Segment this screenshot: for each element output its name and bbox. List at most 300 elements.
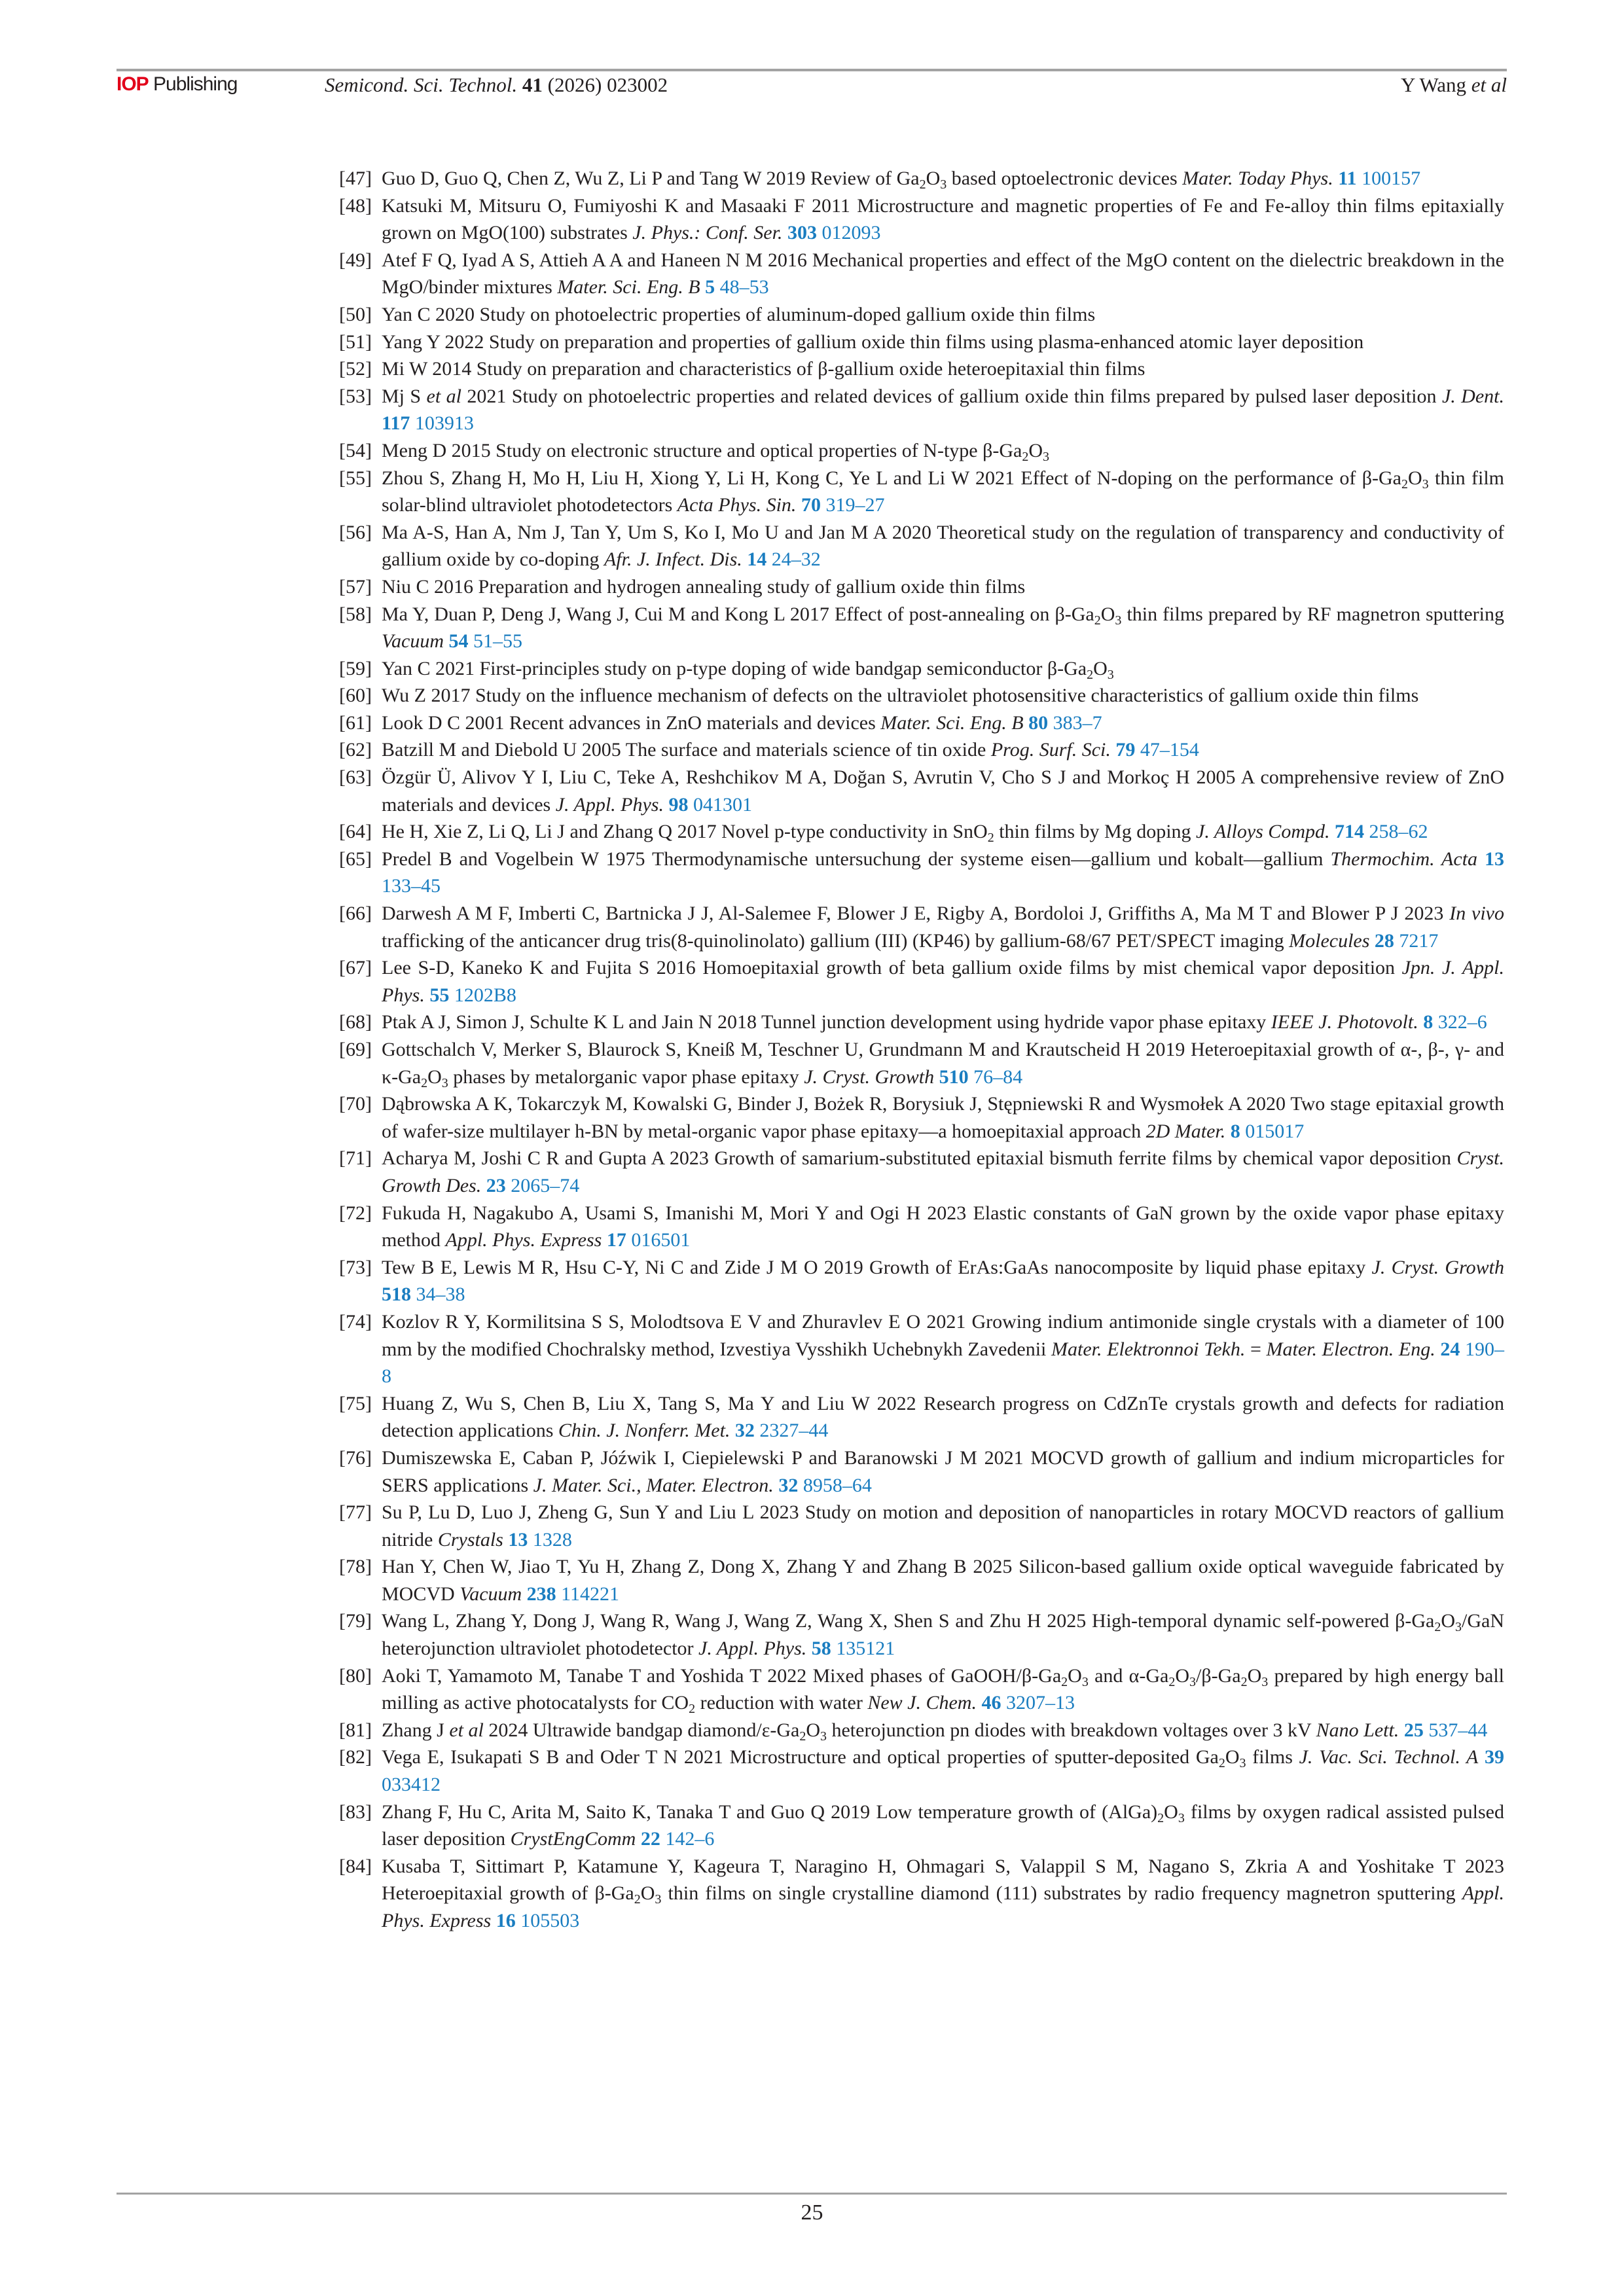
journal-italic: Acta Phys. Sin. bbox=[677, 494, 797, 516]
reference-item bbox=[339, 301, 1504, 329]
pages-link[interactable]: 016501 bbox=[631, 1229, 691, 1251]
reference-text: Zhou S, Zhang H, Mo H, Liu H, Xiong Y, Li H, Kong C, Ye L and Li W 2021 Effect of N-doping on the performance of β-Ga bbox=[382, 467, 1401, 489]
reference-text bbox=[1460, 1338, 1465, 1360]
reference-text: /GaN heterojunction ultraviolet photodetector bbox=[382, 1610, 1504, 1660]
reference-number: [69] bbox=[339, 1039, 372, 1060]
reference-number: [80] bbox=[339, 1664, 372, 1687]
journal-italic: J. Alloys Compd. bbox=[1196, 821, 1330, 843]
volume-link[interactable]: 8 bbox=[1423, 1011, 1434, 1033]
pages-link[interactable]: 319–27 bbox=[825, 494, 885, 516]
reference-text: Yan C 2020 Study on photoelectric properties of aluminum-doped gallium oxide thin films bbox=[382, 303, 1096, 325]
reference-number: [47] bbox=[339, 168, 372, 189]
reference-text: Look D C 2001 Recent advances in ZnO materials and devices bbox=[382, 711, 881, 734]
reference-item bbox=[339, 192, 1504, 247]
reference-text bbox=[798, 1475, 803, 1496]
subscript: 2 bbox=[919, 177, 926, 192]
reference-number: [74] bbox=[339, 1310, 372, 1333]
reference-item bbox=[339, 900, 1504, 954]
volume-link[interactable]: 518 bbox=[382, 1283, 411, 1306]
reference-number: [79] bbox=[339, 1610, 372, 1632]
reference-number: [76] bbox=[339, 1446, 372, 1469]
reference-item bbox=[339, 1009, 1504, 1036]
reference-text: reduction with water bbox=[695, 1692, 868, 1714]
reference-item bbox=[339, 655, 1504, 683]
journal-italic: Appl. Phys. Express bbox=[382, 1882, 1504, 1931]
reference-text bbox=[688, 794, 693, 816]
reference-text bbox=[1048, 712, 1053, 734]
journal-italic: Prog. Surf. Sci. bbox=[990, 739, 1111, 761]
reference-item bbox=[339, 383, 1504, 437]
subscript: 3 bbox=[655, 1892, 662, 1907]
journal-italic: J. Cryst. Growth bbox=[804, 1066, 935, 1088]
reference-text: Lee S-D, Kaneko K and Fujita S 2016 Homoepitaxial growth of beta gallium oxide films by mist chemical vapor deposition bbox=[382, 957, 1402, 979]
volume-link[interactable]: 39 bbox=[1485, 1746, 1505, 1768]
subscript: 3 bbox=[1115, 613, 1122, 628]
volume-link[interactable]: 117 bbox=[382, 412, 410, 435]
volume-link[interactable]: 55 bbox=[429, 984, 450, 1006]
pages-link[interactable]: 135121 bbox=[836, 1638, 895, 1660]
reference-list bbox=[339, 165, 1504, 1935]
reference-number: [75] bbox=[339, 1392, 372, 1414]
reference-number: [68] bbox=[339, 1011, 372, 1033]
volume-link[interactable]: 23 bbox=[486, 1174, 506, 1196]
reference-text: Yang Y 2022 Study on preparation and properties of gallium oxide thin films using plasma-enhanced atomic layer deposition bbox=[382, 331, 1364, 353]
reference-text: 2024 Ultrawide bandgap diamond/ε-Ga bbox=[483, 1719, 800, 1741]
pages-link[interactable]: 258–62 bbox=[1369, 821, 1428, 843]
pages-link[interactable]: 322–6 bbox=[1437, 1011, 1487, 1033]
reference-text: Gottschalch V, Merker S, Blaurock S, Kneiß M, Teschner U, Grundmann M and Krautscheid H 2019 Heteroepitaxial growth of α-, β-, γ- and κ-Ga bbox=[382, 1039, 1504, 1088]
reference-text: Ptak A J, Simon J, Schulte K L and Jain N 2018 Tunnel junction development using hydride vapor phase epitaxy bbox=[382, 1011, 1271, 1033]
subscript: 3 bbox=[1043, 449, 1049, 464]
reference-text bbox=[449, 984, 454, 1006]
footer-rule bbox=[117, 2193, 1507, 2195]
reference-item bbox=[339, 1717, 1504, 1744]
journal-italic: Crystals bbox=[437, 1528, 503, 1551]
reference-text bbox=[806, 1638, 812, 1659]
volume-link[interactable]: 70 bbox=[801, 494, 821, 516]
journal-italic: Vacuum bbox=[382, 630, 444, 653]
reference-number: [53] bbox=[339, 385, 372, 407]
reference-text: O bbox=[1028, 439, 1043, 461]
reference-number: [77] bbox=[339, 1501, 372, 1524]
reference-text bbox=[767, 548, 772, 570]
reference-text: Niu C 2016 Preparation and hydrogen annealing study of gallium oxide thin films bbox=[382, 575, 1026, 598]
reference-number: [67] bbox=[339, 957, 372, 979]
pages-link[interactable]: 47–154 bbox=[1140, 739, 1199, 761]
reference-number: [57] bbox=[339, 575, 372, 598]
reference-text: Atef F Q, Iyad A S, Attieh A A and Haneen N M 2016 Mechanical properties and effect of the MgO content on the dielectric breakdown in the MgO/binder mixtures bbox=[382, 249, 1504, 298]
reference-text: Darwesh A M F, Imberti C, Bartnicka J J, Al-Salemee F, Blower J E, Rigby A, Bordoloi J, Griffiths A, Ma M T and Blower P J 2023 bbox=[382, 903, 1450, 925]
volume-link[interactable]: 22 bbox=[640, 1828, 660, 1850]
reference-text: Meng D 2015 Study on electronic structure and optical properties of N-type β-Ga bbox=[382, 439, 1022, 461]
reference-number: [51] bbox=[339, 331, 372, 353]
reference-text bbox=[782, 222, 787, 243]
pages-link[interactable]: 537–44 bbox=[1428, 1719, 1488, 1741]
pages-link[interactable]: 48–53 bbox=[719, 276, 769, 298]
reference-number: [50] bbox=[339, 303, 372, 325]
subscript: 3 bbox=[1261, 1674, 1269, 1689]
volume-link[interactable]: 11 bbox=[1338, 168, 1357, 189]
journal-italic: Mater. Sci. Eng. B bbox=[880, 711, 1024, 734]
reference-text: Guo D, Guo Q, Chen Z, Wu Z, Li P and Tang W 2019 Review of Ga bbox=[382, 168, 920, 189]
pages-link[interactable]: 190–8 bbox=[382, 1338, 1504, 1388]
subscript: 2 bbox=[1094, 613, 1101, 628]
reference-text: trafficking of the anticancer drug tris(8-quinolinolato) gallium (III) (KP46) by gallium-68/67 PET/SPECT imaging bbox=[382, 929, 1290, 952]
volume-link[interactable]: 25 bbox=[1403, 1719, 1424, 1741]
reference-text bbox=[1399, 1719, 1404, 1741]
reference-number: [58] bbox=[339, 603, 372, 625]
pages-link[interactable]: 114221 bbox=[561, 1583, 620, 1605]
reference-item bbox=[339, 764, 1504, 818]
pages-link[interactable]: 24–32 bbox=[771, 548, 821, 571]
reference-text: O bbox=[1100, 603, 1115, 625]
journal-citation bbox=[325, 73, 668, 97]
journal-italic: New J. Chem. bbox=[867, 1692, 977, 1714]
reference-text: O bbox=[806, 1719, 820, 1741]
reference-number: [62] bbox=[339, 739, 372, 761]
volume-link[interactable]: 54 bbox=[448, 630, 469, 653]
reference-text: Wang L, Zhang Y, Dong J, Wang R, Wang J, Wang Z, Wang X, Shen S and Zhu H 2025 High-temporal dynamic self-powered β-Ga bbox=[382, 1610, 1435, 1632]
reference-text: heterojunction pn diodes with breakdown voltages over 3 kV bbox=[826, 1719, 1316, 1741]
subscript: 3 bbox=[820, 1729, 827, 1744]
volume-link[interactable]: 58 bbox=[811, 1638, 831, 1660]
reference-item bbox=[339, 601, 1504, 655]
journal-italic: Mater. Sci. Eng. B bbox=[557, 276, 700, 298]
reference-text bbox=[934, 1066, 939, 1088]
reference-text: Ma A-S, Han A, Nm J, Tan Y, Um S, Ko I, Mo U and Jan M A 2020 Theoretical study on the regulation of transparency and conductivity of gallium oxide by co-doping bbox=[382, 521, 1504, 571]
reference-text: prepared by high energy ball milling as active photocatalysts for CO bbox=[382, 1664, 1504, 1714]
journal-italic: J. Appl. Phys. bbox=[698, 1638, 807, 1660]
reference-item bbox=[339, 846, 1504, 900]
reference-number: [72] bbox=[339, 1202, 372, 1224]
subscript: 2 bbox=[1434, 1620, 1441, 1635]
pages-link[interactable]: 383–7 bbox=[1053, 711, 1102, 734]
subscript: 2 bbox=[1087, 667, 1094, 682]
volume-link[interactable]: 14 bbox=[747, 548, 767, 571]
reference-text bbox=[1369, 930, 1375, 952]
reference-text: O bbox=[1225, 1746, 1240, 1768]
reference-item bbox=[339, 954, 1504, 1009]
reference-text bbox=[700, 276, 706, 298]
journal-italic: Cryst. Growth Des. bbox=[382, 1147, 1504, 1196]
subscript: 3 bbox=[1178, 1810, 1185, 1825]
volume-link[interactable]: 17 bbox=[606, 1229, 626, 1251]
reference-number: [70] bbox=[339, 1093, 372, 1115]
reference-number: [63] bbox=[339, 766, 372, 789]
reference-text bbox=[796, 494, 801, 516]
volume-link[interactable]: 13 bbox=[508, 1528, 528, 1551]
pages-link[interactable]: 103913 bbox=[414, 412, 474, 435]
subscript: 2 bbox=[1022, 449, 1029, 464]
journal-italic: J. Appl. Phys. bbox=[555, 793, 664, 816]
reference-text: O bbox=[1164, 1801, 1178, 1823]
journal-year-article: (2026) 023002 bbox=[547, 73, 668, 96]
pages-link[interactable]: 100157 bbox=[1362, 168, 1421, 189]
reference-text: O bbox=[1068, 1664, 1082, 1687]
pages-link[interactable]: 1202B8 bbox=[454, 984, 516, 1006]
volume-link[interactable]: 28 bbox=[1374, 929, 1394, 952]
pages-link[interactable]: 2327–44 bbox=[759, 1420, 829, 1442]
reference-text bbox=[528, 1529, 533, 1551]
reference-text: O bbox=[427, 1066, 442, 1088]
reference-item bbox=[339, 247, 1504, 301]
reference-text: = bbox=[1245, 1338, 1267, 1360]
reference-text bbox=[1357, 168, 1362, 189]
reference-text bbox=[1024, 712, 1029, 734]
pages-link[interactable]: 3207–13 bbox=[1005, 1692, 1075, 1714]
volume-link[interactable]: 510 bbox=[939, 1066, 969, 1088]
reference-text: Mj S bbox=[382, 385, 427, 407]
journal-abbrev: Semicond. Sci. Technol. bbox=[325, 73, 518, 96]
reference-item bbox=[339, 355, 1504, 383]
reference-number: [78] bbox=[339, 1556, 372, 1578]
volume-link[interactable]: 32 bbox=[778, 1474, 799, 1496]
reference-text: Fukuda H, Nagakubo A, Usami S, Imanishi M, Mori Y and Ogi H 2023 Elastic constants of GaN grown by the oxide vapor phase epitaxy method bbox=[382, 1202, 1504, 1251]
reference-text bbox=[522, 1583, 527, 1605]
journal-italic: IEEE J. Photovolt. bbox=[1271, 1011, 1418, 1033]
pages-link[interactable]: 1328 bbox=[532, 1528, 572, 1551]
pages-link[interactable]: 2065–74 bbox=[511, 1174, 580, 1196]
subscript: 3 bbox=[1189, 1674, 1197, 1689]
reference-number: [64] bbox=[339, 821, 372, 843]
journal-italic: J. Vac. Sci. Technol. A bbox=[1299, 1746, 1479, 1768]
reference-text bbox=[730, 1420, 735, 1441]
volume-link[interactable]: 238 bbox=[526, 1583, 556, 1605]
reference-text: Zhang J bbox=[382, 1719, 450, 1741]
volume-link[interactable]: 80 bbox=[1028, 711, 1049, 734]
reference-number: [65] bbox=[339, 848, 372, 870]
reference-item bbox=[339, 1145, 1504, 1199]
journal-volume: 41 bbox=[522, 73, 543, 96]
reference-text bbox=[468, 630, 473, 652]
journal-italic: Thermochim. Acta bbox=[1330, 848, 1478, 870]
reference-number: [71] bbox=[339, 1147, 372, 1170]
reference-text bbox=[411, 1283, 416, 1305]
pages-link[interactable]: 012093 bbox=[821, 222, 881, 244]
reference-text: Aoki T, Yamamoto M, Tanabe T and Yoshida T 2022 Mixed phases of GaOOH/β-Ga bbox=[382, 1664, 1062, 1687]
subscript: 2 bbox=[799, 1729, 806, 1744]
subscript: 2 bbox=[421, 1075, 428, 1090]
reference-item bbox=[339, 1799, 1504, 1853]
journal-italic: Mater. Electron. Eng. bbox=[1266, 1338, 1435, 1360]
volume-link[interactable]: 303 bbox=[787, 222, 817, 244]
pages-link[interactable]: 133–45 bbox=[382, 875, 441, 897]
reference-text bbox=[602, 1229, 607, 1251]
volume-link[interactable]: 46 bbox=[981, 1692, 1001, 1714]
reference-item bbox=[339, 818, 1504, 846]
reference-number: [56] bbox=[339, 521, 372, 543]
reference-text: Huang Z, Wu S, Chen B, Liu X, Tang S, Ma Y and Liu W 2022 Research progress on CdZnTe crystals growth and defects for radiation detection applications bbox=[382, 1392, 1504, 1442]
reference-number: [54] bbox=[339, 439, 372, 461]
reference-text: Yan C 2021 First-principles study on p-type doping of wide bandgap semiconductor β-Ga bbox=[382, 657, 1087, 679]
reference-item bbox=[339, 1607, 1504, 1662]
reference-item bbox=[339, 329, 1504, 356]
reference-text: phases by metalorganic vapor phase epitaxy bbox=[448, 1066, 804, 1088]
reference-text: 2021 Study on photoelectric properties and related devices of gallium oxide thin films prepared by pulsed laser deposition bbox=[461, 385, 1442, 407]
volume-link[interactable]: 714 bbox=[1334, 821, 1364, 843]
et-al: et al bbox=[1471, 73, 1507, 96]
reference-text: Han Y, Chen W, Jiao T, Yu H, Zhang Z, Dong X, Zhang Y and Zhang B 2025 Silicon-based gallium oxide optical waveguide fabricated by MOCVD bbox=[382, 1556, 1504, 1605]
subscript: 3 bbox=[940, 177, 947, 192]
reference-text bbox=[1225, 1121, 1231, 1142]
pages-link[interactable]: 041301 bbox=[693, 793, 752, 816]
reference-text bbox=[1433, 1011, 1438, 1033]
reference-text: based optoelectronic devices bbox=[947, 168, 1183, 189]
reference-text: Predel B and Vogelbein W 1975 Thermodynamische untersuchung der systeme eisen—gallium und kobalt—gallium bbox=[382, 848, 1331, 870]
subscript: 3 bbox=[1239, 1756, 1246, 1771]
reference-number: [84] bbox=[339, 1855, 372, 1877]
reference-text: Vega E, Isukapati S B and Oder T N 2021 Microstructure and optical properties of sputter-deposited Ga bbox=[382, 1746, 1219, 1768]
reference-item bbox=[339, 1200, 1504, 1254]
subscript: 2 bbox=[1061, 1674, 1068, 1689]
reference-text bbox=[715, 276, 720, 298]
reference-text bbox=[1478, 1746, 1485, 1768]
pages-link[interactable]: 8958–64 bbox=[803, 1474, 872, 1496]
reference-text bbox=[969, 1066, 974, 1088]
reference-text: Tew B E, Lewis M R, Hsu C-Y, Ni C and Zide J M O 2019 Growth of ErAs:GaAs nanocomposite by liquid phase epitaxy bbox=[382, 1256, 1372, 1278]
reference-text bbox=[1477, 848, 1485, 870]
journal-italic: 2D Mater. bbox=[1146, 1120, 1226, 1142]
reference-item bbox=[339, 709, 1504, 737]
pages-link[interactable]: 7217 bbox=[1399, 929, 1439, 952]
reference-item bbox=[339, 1444, 1504, 1499]
reference-number: [49] bbox=[339, 249, 372, 271]
journal-italic: Mater. Today Phys. bbox=[1182, 168, 1333, 189]
journal-italic: CrystEngComm bbox=[510, 1828, 636, 1850]
pages-link[interactable]: 76–84 bbox=[973, 1066, 1023, 1088]
journal-italic: Vacuum bbox=[460, 1583, 522, 1605]
reference-text: O bbox=[1175, 1664, 1190, 1687]
reference-item bbox=[339, 573, 1504, 601]
header-rule bbox=[117, 69, 1507, 71]
reference-item bbox=[339, 519, 1504, 573]
reference-text bbox=[1001, 1692, 1006, 1713]
reference-text: O bbox=[1247, 1664, 1262, 1687]
reference-text: O bbox=[1093, 657, 1108, 679]
reference-text: Özgür Ü, Alivov Y I, Liu C, Teke A, Reshchikov M A, Doğan S, Avrutin V, Cho S J and Morkoç H 2005 A comprehensive review of ZnO materials and devices bbox=[382, 766, 1504, 816]
reference-item bbox=[339, 1254, 1504, 1308]
journal-italic: In vivo bbox=[1449, 903, 1504, 925]
subscript: 2 bbox=[1168, 1674, 1176, 1689]
reference-text: thin film solar-blind ultraviolet photodetectors bbox=[382, 467, 1504, 516]
journal-italic: Mater. Elektronnoi Tekh. bbox=[1051, 1338, 1246, 1360]
journal-italic: J. Mater. Sci., Mater. Electron. bbox=[533, 1474, 774, 1496]
subscript: 3 bbox=[1081, 1674, 1089, 1689]
reference-number: [60] bbox=[339, 685, 372, 707]
reference-text: O bbox=[926, 168, 941, 189]
journal-italic: J. Cryst. Growth bbox=[1371, 1256, 1504, 1278]
journal-italic: Appl. Phys. Express bbox=[445, 1229, 602, 1251]
reference-text: O bbox=[1441, 1610, 1456, 1632]
reference-item bbox=[339, 1390, 1504, 1444]
publisher-logo bbox=[117, 73, 237, 96]
reference-text bbox=[636, 1828, 641, 1850]
reference-text bbox=[481, 1175, 486, 1196]
reference-text: O bbox=[640, 1882, 655, 1905]
reference-text: films bbox=[1246, 1746, 1299, 1768]
reference-number: [82] bbox=[339, 1746, 372, 1768]
reference-text bbox=[1329, 821, 1335, 842]
reference-text: Mi W 2014 Study on preparation and characteristics of β-gallium oxide heteroepitaxial thin films bbox=[382, 358, 1146, 380]
pages-link[interactable]: 142–6 bbox=[665, 1828, 715, 1850]
running-header bbox=[117, 73, 1507, 99]
reference-item bbox=[339, 682, 1504, 709]
reference-text: thin films on single crystalline diamond (111) substrates by radio frequency magnetron sputtering bbox=[661, 1882, 1462, 1905]
reference-text: Su P, Lu D, Luo J, Zheng G, Sun Y and Liu L 2023 Study on motion and deposition of nanoparticles in rotary MOCVD reactors of gallium nitride bbox=[382, 1501, 1504, 1551]
reference-text: Kozlov R Y, Kormilitsina S S, Molodtsova E V and Zhuravlev E O 2021 Growing indium antimonide single crystals with a diameter of 100 mm by the modified Chochralsky method, Izvestiya Vysshikh Uchebnykh Zavedenii bbox=[382, 1310, 1504, 1360]
pages-link[interactable]: 51–55 bbox=[473, 630, 522, 653]
reference-item bbox=[339, 1744, 1504, 1798]
reference-text: Dumiszewska E, Caban P, Jóźwik I, Ciepielewski P and Baranowski J M 2021 MOCVD growth of gallium and indium microparticles for SERS applications bbox=[382, 1446, 1504, 1496]
pages-link[interactable]: 105503 bbox=[520, 1910, 580, 1931]
page-number: 25 bbox=[801, 2200, 823, 2225]
volume-link[interactable]: 79 bbox=[1115, 739, 1136, 761]
volume-link[interactable]: 5 bbox=[705, 276, 715, 298]
volume-link[interactable]: 98 bbox=[668, 793, 689, 816]
subscript: 2 bbox=[1157, 1810, 1164, 1825]
journal-italic: et al bbox=[426, 385, 461, 407]
volume-link[interactable]: 16 bbox=[496, 1910, 516, 1931]
reference-item bbox=[339, 1036, 1504, 1090]
reference-number: [81] bbox=[339, 1719, 372, 1741]
reference-text: Acharya M, Joshi C R and Gupta A 2023 Growth of samarium-substituted epitaxial bismuth ferrite films by chemical vapor deposition bbox=[382, 1147, 1457, 1170]
reference-number: [83] bbox=[339, 1801, 372, 1823]
subscript: 2 bbox=[987, 831, 994, 846]
reference-text: /β-Ga bbox=[1196, 1664, 1241, 1687]
pages-link[interactable]: 34–38 bbox=[416, 1283, 465, 1306]
journal-italic: Jpn. J. Appl. Phys. bbox=[382, 957, 1504, 1006]
volume-link[interactable]: 24 bbox=[1440, 1338, 1460, 1360]
volume-link[interactable]: 32 bbox=[734, 1420, 755, 1442]
subscript: 2 bbox=[1401, 476, 1408, 492]
author-name: Y Wang bbox=[1401, 73, 1466, 96]
reference-item bbox=[339, 1090, 1504, 1145]
reference-text: thin films by Mg doping bbox=[994, 821, 1197, 843]
reference-text: Dąbrowska A K, Tokarczyk M, Kowalski G, Binder J, Bożek R, Borysiuk J, Stępniewski R and Wysmołek A 2020 Two stage epitaxial growth of wafer-size multilayer h-BN by metal-organic vapor phase epitaxy—a homoepitaxial approach bbox=[382, 1093, 1504, 1142]
pages-link[interactable]: 033412 bbox=[382, 1774, 441, 1796]
volume-link[interactable]: 13 bbox=[1485, 848, 1505, 870]
logo-brand: IOP bbox=[117, 73, 149, 95]
reference-text: thin films prepared by RF magnetron sputtering bbox=[1121, 603, 1504, 625]
reference-item bbox=[339, 437, 1504, 465]
subscript: 3 bbox=[1455, 1620, 1462, 1635]
reference-item bbox=[339, 465, 1504, 519]
reference-text: He H, Xie Z, Li Q, Li J and Zhang Q 2017 Novel p-type conductivity in SnO bbox=[382, 821, 988, 843]
reference-item bbox=[339, 1853, 1504, 1935]
reference-item bbox=[339, 736, 1504, 764]
reference-text: Batzill M and Diebold U 2005 The surface and materials science of tin oxide bbox=[382, 739, 991, 761]
subscript: 3 bbox=[1422, 476, 1429, 492]
reference-text: Ma Y, Duan P, Deng J, Wang J, Cui M and Kong L 2017 Effect of post-annealing on β-Ga bbox=[382, 603, 1094, 625]
reference-text bbox=[491, 1910, 496, 1931]
reference-number: [73] bbox=[339, 1256, 372, 1278]
pages-link[interactable]: 015017 bbox=[1245, 1120, 1305, 1142]
logo-word: Publishing bbox=[153, 73, 238, 95]
journal-italic: J. Dent. bbox=[1441, 385, 1504, 407]
subscript: 3 bbox=[1107, 667, 1114, 682]
reference-text: Zhang F, Hu C, Arita M, Saito K, Tanaka T and Guo Q 2019 Low temperature growth of (AlGa) bbox=[382, 1801, 1158, 1823]
reference-text: films by oxygen radical assisted pulsed laser deposition bbox=[382, 1801, 1505, 1850]
reference-number: [59] bbox=[339, 657, 372, 679]
running-authors bbox=[1401, 73, 1507, 97]
subscript: 2 bbox=[1240, 1674, 1248, 1689]
reference-item bbox=[339, 1499, 1504, 1553]
volume-link[interactable]: 8 bbox=[1230, 1120, 1240, 1142]
journal-italic: J. Phys.: Conf. Ser. bbox=[632, 222, 783, 244]
reference-item bbox=[339, 165, 1504, 192]
reference-item bbox=[339, 1662, 1504, 1717]
journal-italic: et al bbox=[449, 1719, 484, 1741]
